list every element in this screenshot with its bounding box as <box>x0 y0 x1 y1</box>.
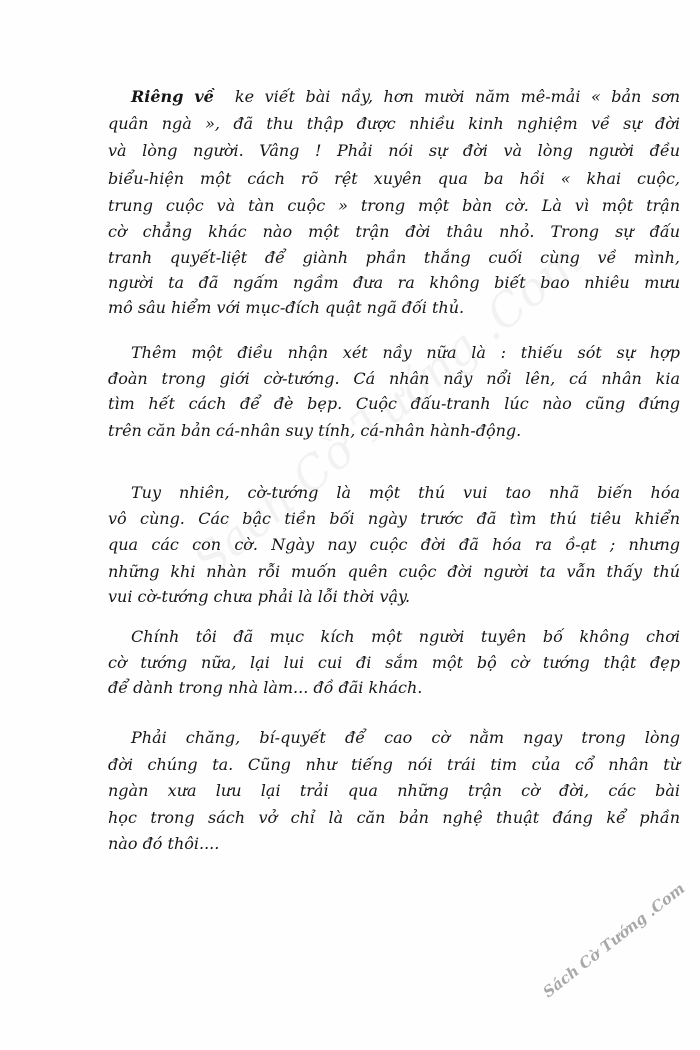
paragraph-line: và lòng người. Vâng ! Phải nói sự đời và lòng người đều <box>108 141 680 160</box>
paragraph-line: nào đó thôi.... <box>108 834 220 853</box>
paragraph-line: vô cùng. Các bậc tiền bối ngày trước đã tìm thú tiêu khiển <box>108 509 680 528</box>
paragraph-line: tìm hết cách để đè bẹp. Cuộc đấu-tranh lúc nào cũng đứng <box>108 394 680 413</box>
paragraph-line: quân ngà », đã thu thập được nhiều kinh nghiệm về sự đời <box>108 114 680 133</box>
paragraph-line: ngàn xưa lưu lại trải qua những trận cờ đời, các bài <box>108 781 680 800</box>
paragraph-line: đời chúng ta. Cũng như tiếng nói trái tim của cổ nhân từ <box>108 755 680 774</box>
lead-words: Riêng về <box>131 87 214 106</box>
paragraph-line: trên căn bản cá-nhân suy tính, cá-nhân hành-động. <box>108 421 522 440</box>
paragraph-line: Chính tôi đã mục kích một người tuyên bố không chơi <box>131 627 680 646</box>
paragraph-line: người ta đã ngấm ngầm đưa ra không biết bao nhiêu mưu <box>108 273 680 292</box>
line-rest: ke viết bài nầy, hơn mười năm mê-mải « bản sơn <box>234 87 681 106</box>
paragraph-line: những khi nhàn rỗi muốn quên cuộc đời người ta vẫn thấy thú <box>108 562 680 581</box>
paragraph-line: tranh quyết-liệt để giành phần thắng cuối cùng về mình, <box>108 248 680 267</box>
paragraph-line: vui cờ-tướng chưa phải là lỗi thời vậy. <box>108 587 411 606</box>
paragraph-line: cờ chẳng khác nào một trận đời thâu nhỏ. Trong sự đấu <box>108 222 680 241</box>
paragraph-line: cờ tướng nữa, lại lui cui đi sắm một bộ cờ tướng thật đẹp <box>108 653 680 672</box>
paragraph-line: Thêm một điều nhận xét nầy nữa là : thiếu sót sự hợp <box>131 343 680 362</box>
paragraph-line <box>131 87 680 107</box>
paragraph-line: mô sâu hiểm với mục-đích quật ngã đối thủ. <box>108 298 465 317</box>
paragraph-line: biểu-hiện một cách rõ rệt xuyên qua ba hồi « khai cuộc, <box>108 169 680 188</box>
paragraph-line: Phải chăng, bí-quyết để cao cờ nằm ngay trong lòng <box>131 728 680 747</box>
paragraph-line: trung cuộc và tàn cuộc » trong một bàn cờ. Là vì một trận <box>108 196 680 215</box>
paragraph-line: để dành trong nhà làm... đồ đãi khách. <box>108 678 423 697</box>
paragraph-line: đoàn trong giới cờ-tướng. Cá nhân nầy nổi lên, cá nhân kia <box>108 369 680 388</box>
corner-watermark: Sách Cờ Tướng .Com <box>539 879 689 1002</box>
paragraph-line: qua các con cờ. Ngày nay cuộc đời đã hóa ra ồ-ạt ; nhưng <box>108 535 680 554</box>
paragraph-line: Tuy nhiên, cờ-tướng là một thú vui tao nhã biến hóa <box>131 483 680 502</box>
paragraph-line: học trong sách vở chỉ là căn bản nghệ thuật đáng kể phần <box>108 808 680 827</box>
